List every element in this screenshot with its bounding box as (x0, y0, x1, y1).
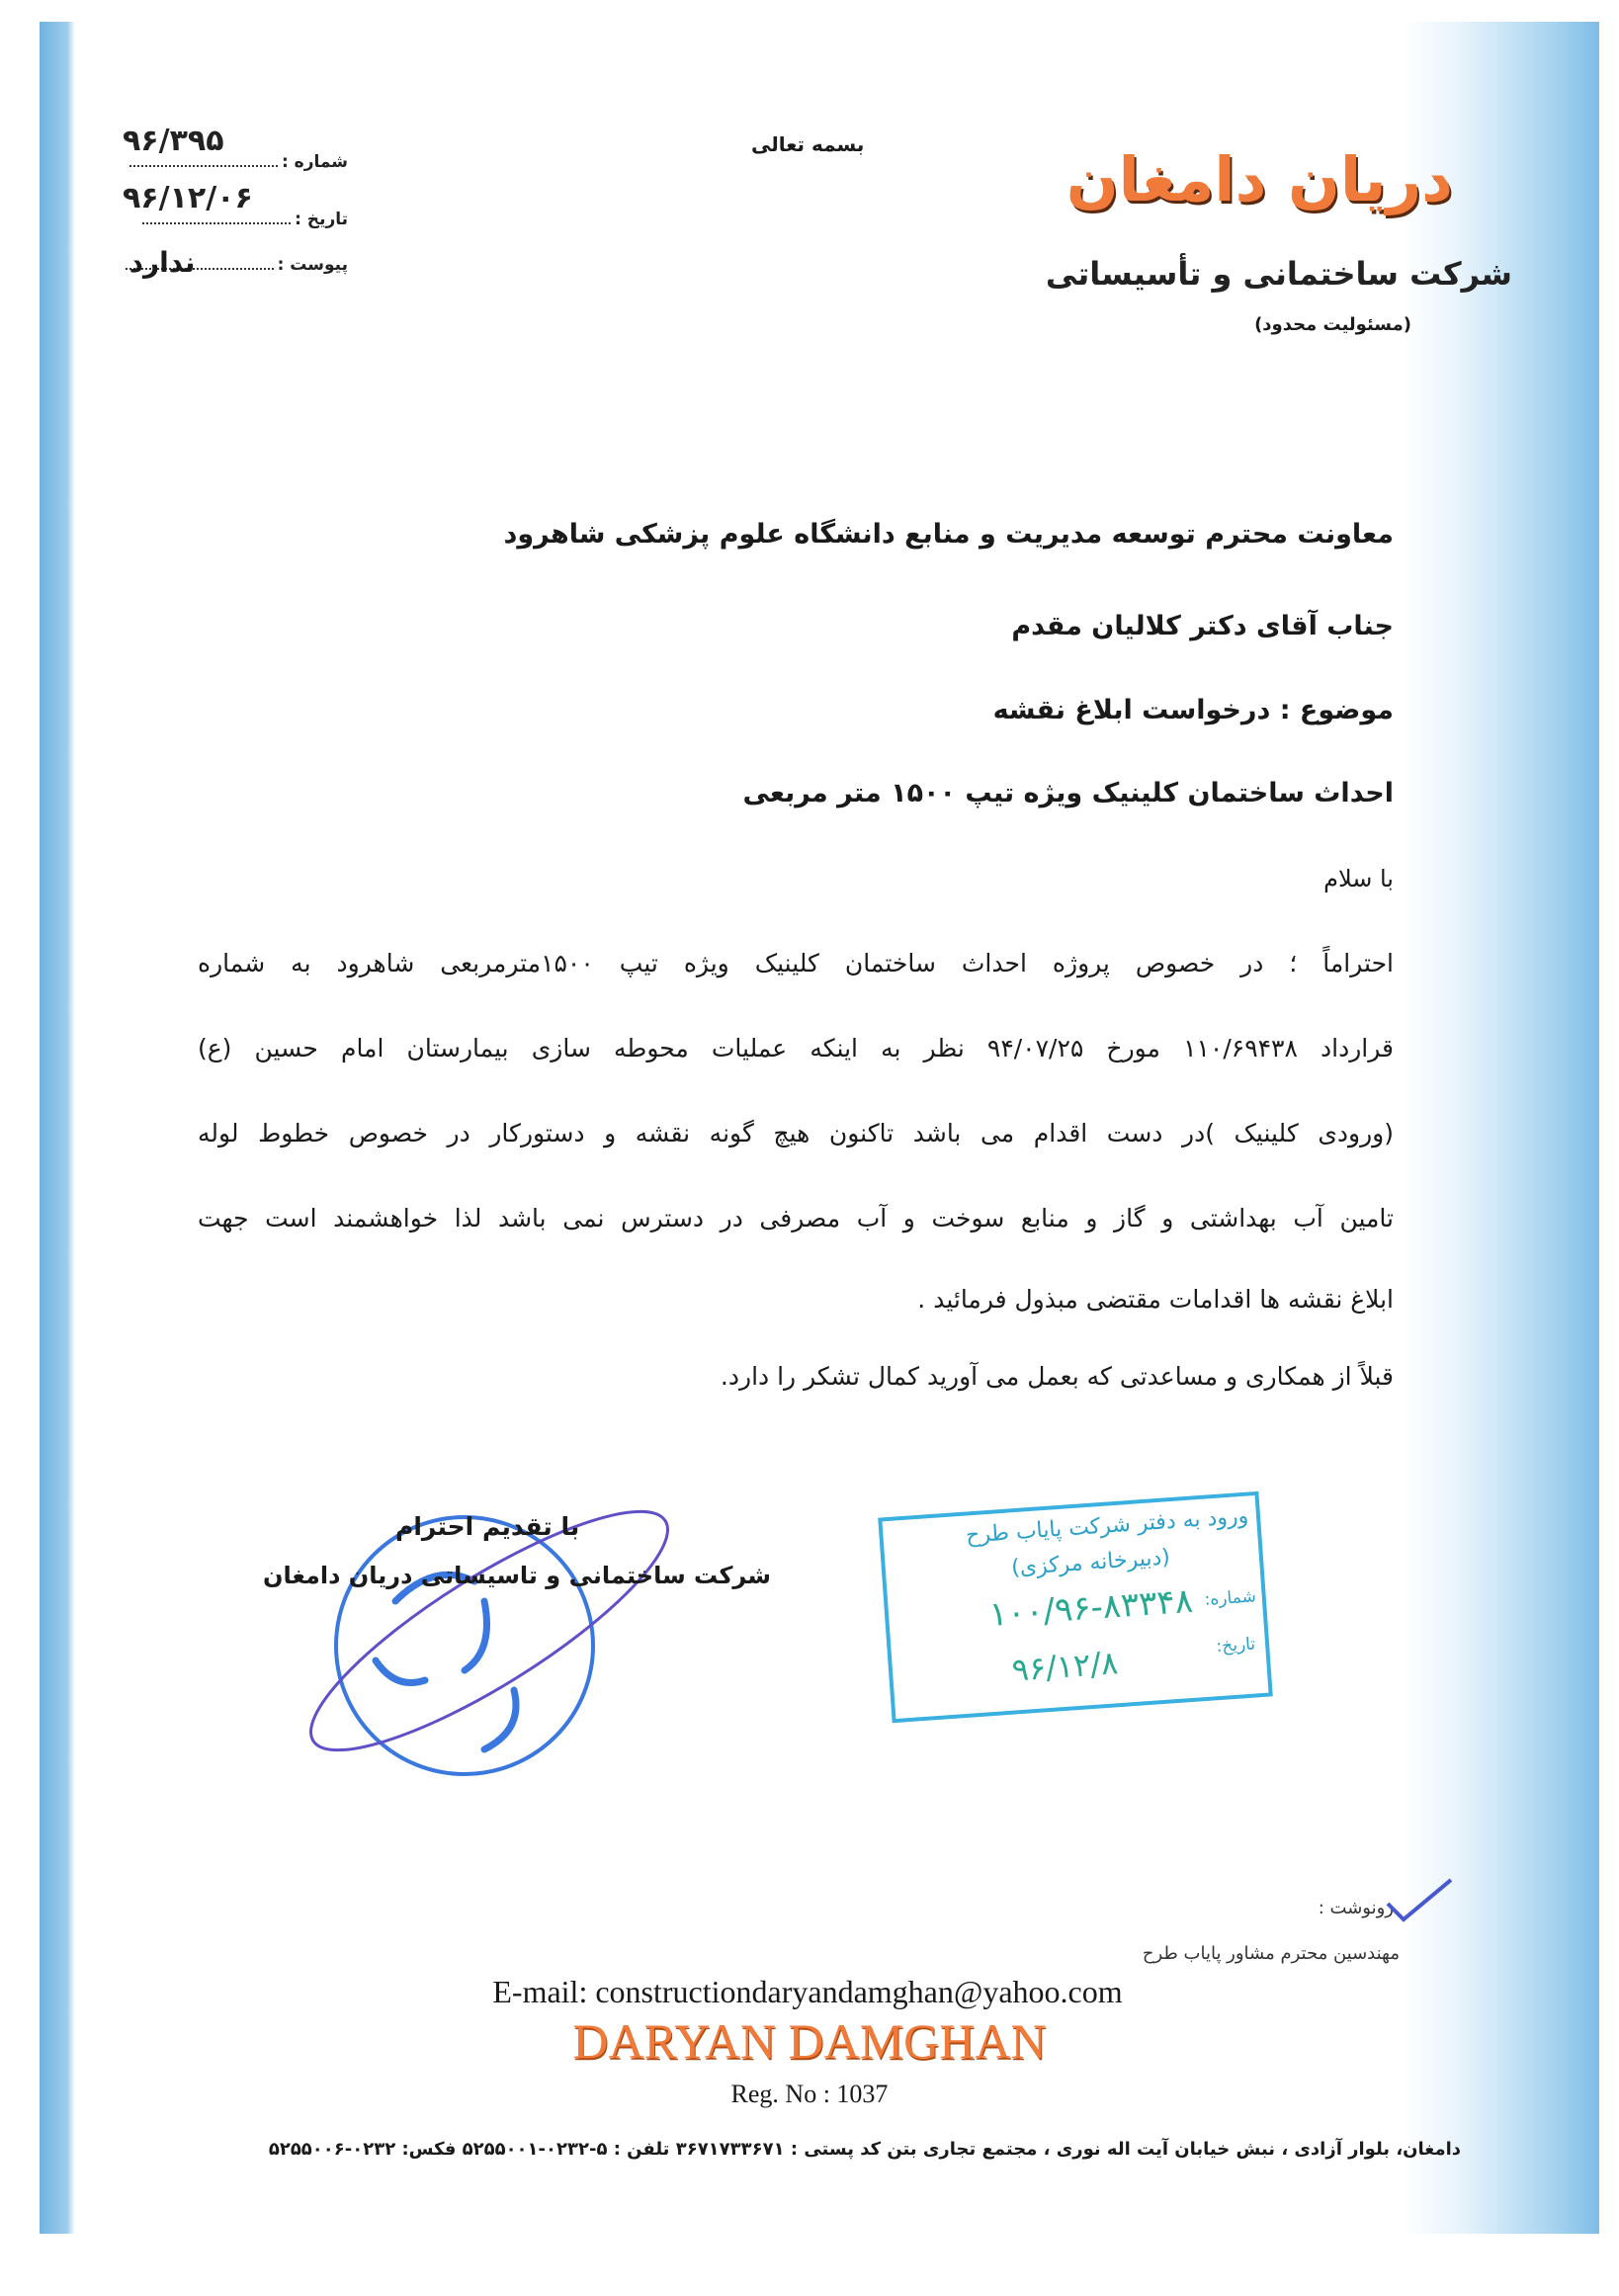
stamp-date-value: ۹۶/۱۲/۸ (1010, 1644, 1120, 1689)
closing-line: قبلاً از همکاری و مساعدتی که بعمل می آورید کمال تشکر را دارد. (720, 1362, 1394, 1391)
company-liability: (مسئولیت محدود) (1254, 314, 1411, 335)
letter-number-field (111, 124, 348, 172)
copy-recipient: مهندسین محترم مشاور پایاب طرح (1142, 1943, 1400, 1964)
greeting: با سلام (1323, 865, 1394, 893)
stamp-number-label: شماره: (1204, 1586, 1257, 1610)
body-line: احتراماً ؛ در خصوص پروژه احداث ساختمان کلینیک ویژه تیپ ۱۵۰۰مترمربعی شاهرود به شماره (198, 949, 1394, 978)
recipient-title: معاونت محترم توسعه مدیریت و منابع دانشگاه علوم پزشکی شاهرود (503, 519, 1394, 550)
stamp-date-label: تاریخ: (1215, 1634, 1256, 1658)
stamp-line1: ورود به دفتر شرکت پایاب طرح (965, 1503, 1249, 1549)
footer-address: دامغان، بلوار آزادی ، نبش خیابان آیت اله نوری ، مجتمع تجاری بتن کد پستی : ۳۶۷۱۷۳۳۶۷۱ تلفن : ۵-۰۲۳۲-۵۲۵۵۰۰۱ فکس: ۰۲۳۲-۵۲۵۵۰۰۶ (268, 2139, 1461, 2160)
attachment-field (111, 246, 348, 279)
letter-number-value: ۹۶/۳۹۵ (123, 124, 224, 158)
receipt-stamp (878, 1491, 1273, 1723)
project-title: احداث ساختمان کلینیک ویژه تیپ ۱۵۰۰ متر مربعی (742, 778, 1394, 808)
company-type: شرکت ساختمانی و تأسیساتی (1045, 255, 1512, 293)
attachment-label: پیوست : (277, 255, 348, 275)
letter-date-field (111, 181, 348, 229)
company-logo: دریان دامغان (1065, 143, 1453, 215)
body-line: تامین آب بهداشتی و گاز و منابع سوخت و آب مصرفی در دسترس نمی باشد لذا خواهشمند است جهت (198, 1204, 1394, 1233)
footer-reg-no: Reg. No : 1037 (730, 2080, 889, 2108)
footer-email: E-mail: constructiondaryandamghan@yahoo.com (492, 1974, 1123, 2009)
invocation: بسمه تعالی (751, 132, 865, 156)
body-line: قرارداد ۱۱۰/۶۹۴۳۸ مورخ ۹۴/۰۷/۲۵ نظر به اینکه عملیات محوطه سازی بیمارستان امام حسین (ع) (198, 1034, 1394, 1063)
recipient-name: جناب آقای دکتر کلالیان مقدم (1011, 611, 1394, 641)
body-line: ابلاغ نقشه ها اقدامات مقتضی مبذول فرمائید . (917, 1285, 1394, 1314)
signature-company: شرکت ساختمانی و تاسیساتی دریان دامغان (263, 1562, 771, 1589)
letter-number-label: شماره : (281, 152, 348, 172)
footer-brand: DARYAN DAMGHAN (572, 2013, 1047, 2069)
letter-date-value: ۹۶/۱۲/۰۶ (123, 181, 253, 215)
checkmark-icon (1384, 1876, 1455, 1925)
body-line: (ورودی کلینیک )در دست اقدام می باشد تاکنون هیچ گونه نقشه و دستورکار در خصوص خطوط لوله (198, 1119, 1394, 1148)
letter-date-label: تاریخ : (295, 210, 348, 229)
letter-subject: موضوع : درخواست ابلاغ نقشه (992, 695, 1394, 725)
stamp-number-value: ۱۰۰/۹۶-۸۳۳۴۸ (987, 1580, 1195, 1636)
regards: با تقدیم احترام (395, 1512, 580, 1541)
stamp-line2: (دبیرخانه مرکزی) (1010, 1545, 1171, 1581)
copy-label: رونوشت : (1318, 1898, 1394, 1918)
attachment-value: ندارد (128, 246, 196, 279)
